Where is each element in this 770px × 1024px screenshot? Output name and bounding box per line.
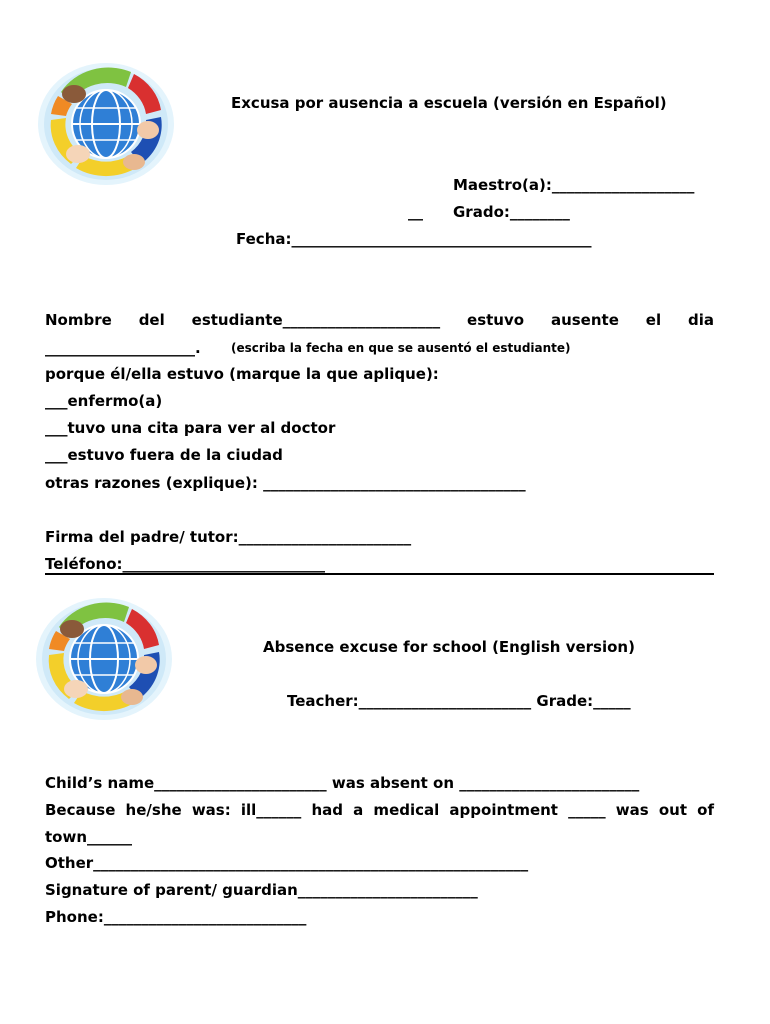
english-title: Absence excuse for school (English version): [263, 638, 635, 656]
globe-hands-logo: [34, 597, 174, 722]
spanish-phone-field[interactable]: Teléfono:___________________________: [45, 555, 326, 573]
english-child-line[interactable]: Child’s name_______________________ was absent on ________________________: [45, 774, 640, 792]
spanish-grade-field[interactable]: Grado:________: [453, 203, 570, 221]
spanish-student-line[interactable]: Nombre del estudiante_____________________ estuvo ausente el dia: [45, 311, 714, 329]
english-signature-field[interactable]: Signature of parent/ guardian________________________: [45, 881, 478, 899]
section-divider: [45, 573, 714, 575]
globe-hands-logo: [36, 62, 176, 187]
spanish-date-note: (escriba la fecha en que se ausentó el estudiante): [231, 341, 571, 355]
english-because-line[interactable]: Because he/she was: ill______ had a medical appointment _____ was out of: [45, 801, 714, 819]
spanish-teacher-field[interactable]: Maestro(a):___________________: [453, 176, 695, 194]
spanish-grade-prefix: __: [408, 203, 423, 221]
spanish-because: porque él/ella estuvo (marque la que aplique):: [45, 365, 439, 383]
spanish-option-sick[interactable]: ___enfermo(a): [45, 392, 163, 410]
spanish-date-field[interactable]: Fecha:________________________________________: [236, 230, 592, 248]
spanish-other-reasons[interactable]: otras razones (explique): ___________________________________: [45, 474, 526, 492]
spanish-date-blank[interactable]: ____________________.: [45, 339, 201, 357]
english-other-field[interactable]: Other__________________________________________________________: [45, 854, 529, 872]
spanish-option-doctor[interactable]: ___tuvo una cita para ver al doctor: [45, 419, 336, 437]
spanish-option-out-of-town[interactable]: ___estuvo fuera de la ciudad: [45, 446, 283, 464]
english-town-field[interactable]: town______: [45, 828, 133, 846]
spanish-signature-field[interactable]: Firma del padre/ tutor:_______________________: [45, 528, 412, 546]
english-teacher-grade-field[interactable]: Teacher:_______________________ Grade:_____: [287, 692, 631, 710]
english-phone-field[interactable]: Phone:___________________________: [45, 908, 307, 926]
spanish-title: Excusa por ausencia a escuela (versión en Español): [231, 94, 667, 112]
